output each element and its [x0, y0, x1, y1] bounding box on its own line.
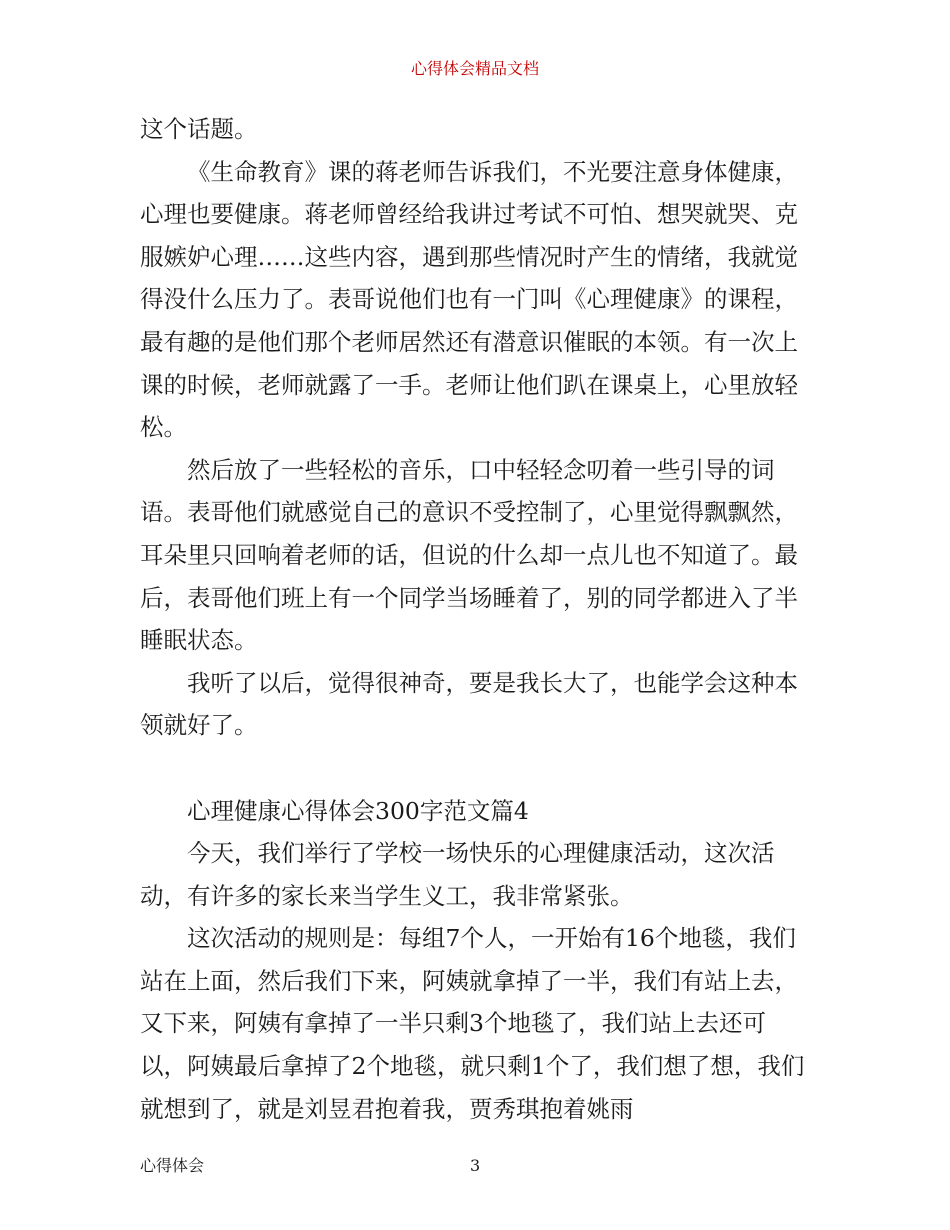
paragraph-1: 这个话题。 — [140, 115, 258, 143]
paragraph-5: 今天，我们举行了学校一场快乐的心理健康活动，这次活动，有许多的家长来当学生义工，我非常紧张。 — [140, 839, 775, 910]
paragraph-2: 《生命教育》课的蒋老师告诉我们，不光要注意身体健康，心理也要健康。蒋老师曾经给我讲过考试不可怕、想哭就哭、克服嫉妒心理……这些内容，遇到那些情况时产生的情绪，我就觉得没什么压力了。表哥说他们也有一门叫《心理健康》的课程，最有趣的是他们那个老师居然还有潜意识催眠的本领。有一次上课的时候，老师就露了一手。老师让他们趴在课桌上，心里放轻松。 — [140, 157, 798, 442]
paragraph-4: 我听了以后，觉得很神奇，要是我长大了，也能学会这种本领就好了。 — [140, 668, 798, 740]
paragraph-6: 这次活动的规则是：每组7个人，一开始有16个地毯，我们站在上面，然后我们下来，阿姨就拿掉了一半，我们有站上去，又下来，阿姨有拿掉了一半只剩3个地毯了，我们站上去还可以，阿姨最后拿掉了2个地毯，就只剩1个了，我们想了想，我们就想到了，就是刘昱君抱着我，贾秀琪抱着姚雨 — [140, 924, 805, 1123]
page-number: 3 — [470, 1156, 481, 1175]
footer-label: 心得体会 — [140, 1156, 205, 1175]
document-header-title: 心得体会精品文档 — [410, 59, 539, 78]
paragraph-3: 然后放了一些轻松的音乐，口中轻轻念叨着一些引导的词语。表哥他们就感觉自己的意识不受控制了，心里觉得飘飘然，耳朵里只回响着老师的话，但说的什么却一点儿也不知道了。最后，表哥他们班上有一个同学当场睡着了，别的同学都进入了半睡眠状态。 — [140, 455, 798, 655]
document-body — [140, 108, 812, 1130]
paragraph-spacer — [140, 747, 812, 790]
section-title: 心理健康心得体会300字范文篇4 — [187, 796, 529, 825]
